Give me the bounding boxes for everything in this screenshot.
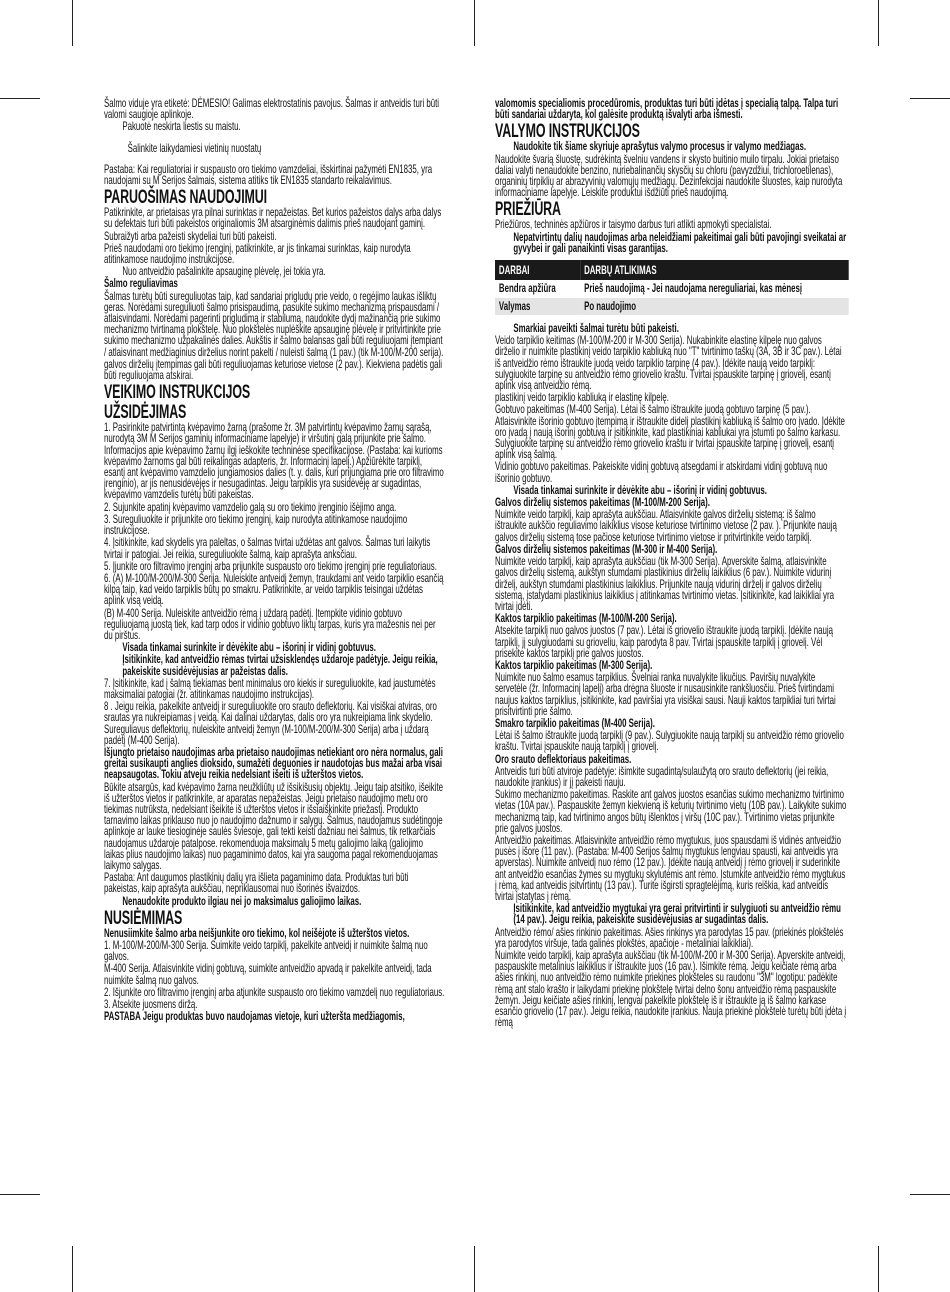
paragraph: Antveidis turi būti atviroje padėtyje: išimkite sugadintą/sulaužytą oro srauto deflektorių (jei reikia, naudokite įrankius) ir jį pakeisti nauju. — [495, 763, 829, 789]
paragraph: Priežiūros, techninės apžiūros ir taisymo darbus turi atlikti apmokyti specialistai. — [495, 217, 772, 232]
paragraph: Antveidžio pakeitimas. Atlaisvinkite antveidžio rėmo mygtukus, juos spausdami iš vidinės antveidžio pusės į išorę (11 pav.). (Pastaba: M-400 Serijos šalmų mygtukus lengviau spausti, kai antveidis yra apverstas). Nuimkite antveidį nuo rėmo (12 pav.). Įdėkite naują antveidį į rėmo griovelį ir suderinkite ant antveidžio esančias žymes su mygtukų skylutėmis ant rėmo. Įstumkite antveidžio rėmo mygtukus į rėmą, kad antveidis įsitvirtintų (13 pav.). Turite išgirsti spragtelėjimą, kuris reiškia, kad antveidis tvirtai įstatytas į rėmą. — [495, 832, 846, 903]
left-column — [104, 98, 445, 1023]
table-cell: Po naudojimo — [580, 298, 849, 316]
right-column — [495, 98, 849, 1029]
table-header-row — [495, 260, 849, 280]
paragraph: Lėtai iš šalmo ištraukite juodą tarpiklį (9 pav.). Sulygiuokite naują tarpiklį su antveidžio rėmo griovelio kraštu. Tvirtai įspauskite naują tarpiklį į griovelį. — [495, 728, 844, 754]
paragraph: Galvos dirželių sistemos pakeitimas (M-300 ir M-400 Serija). — [495, 541, 718, 556]
paragraph: Smakro tarpiklio pakeitimas (M-400 Serija). — [495, 715, 655, 730]
paragraph: 4. Įsitikinkite, kad skydelis yra paleltas, o šalmas tvirtai uždėtas ant galvos. Šalmas turi laikytis tvirtai ir patogiai. Jei reikia, sureguliuokite šalmą, kaip aprašyta anksčiau. — [104, 535, 431, 561]
paragraph: PASTABA Jeigu produktas buvo naudojamas vietoje, kuri užteršta medžiagomis, — [104, 1009, 405, 1024]
paragraph: Patikrinkite, ar prietaisas yra pilnai surinktas ir nepažeistas. Bet kurios pažeistos dalys arba dalys su defektais turi būti pakeistos originaliomis 3M atsarginėmis dalimis prieš naudojant gaminį. — [104, 205, 442, 231]
paragraph: Kaktos tarpiklio pakeitimas (M-100/M-200 Serija). — [495, 611, 677, 626]
paragraph: Nuimkite veido tarpiklį, kaip aprašyta aukščiau. Atlaisvinkite galvos dirželių sistemą: iš šalmo ištraukite aukščio reguliavimo laikiklius visose keturiose tvirtinimo vietose (2 pav. ). Prijunkite naują galvos dirželių sistemą tose pačiose keturiose tvirtinimo vietose ir pritvirtinkite veido tarpiklį. — [495, 507, 837, 544]
crop-mark — [72, 0, 73, 46]
table-cell: Valymas — [495, 298, 580, 316]
section-heading: VALYMO INSTRUKCIJOS — [495, 121, 640, 143]
paragraph: 1. M-100/M-200/M-300 Serija. Suimkite veido tarpiklį, pakelkite antveidį ir nuimkite šalmą nuo galvos. — [104, 938, 428, 964]
paragraph: Galvos dirželių sistemos pakeitimas (M-100/M-200 Serija). — [495, 495, 710, 510]
paragraph: 2. Sujunkite apatinį kvėpavimo vamzdelio galą su oro tiekimo įrenginio išėjimo anga. — [104, 499, 397, 514]
paragraph: Prieš naudodami oro tiekimo įrenginį, patikrinkite, ar jis tinkamai surinktas, kaip nurodyta atitinkamose naudojimo instrukcijose. — [104, 240, 411, 267]
paragraph: Visada tinkamai surinkite ir dėvėkite abu – išorinį ir vidinį gobtuvus. — [513, 482, 767, 497]
paragraph: 6. (A) M-100/M-200/M-300 Serija. Nuleiskite antveidį žemyn, traukdami ant veido tarpiklio esančią kilpą taip, kad veido tarpiklis būtų po smakru. Patikrinkite, ar veido tarpiklis teisingai uždėtas aplink visą veidą. — [104, 570, 444, 608]
table-row — [495, 280, 849, 298]
paragraph: Nuo antveidžio pašalinkite apsauginę plėvelę, jei tokia yra. — [122, 264, 326, 279]
crop-mark — [878, 1246, 879, 1292]
paragraph: Nuimkite veido tarpiklį, kaip aprašyta aukščiau (tik M-300 Serija). Apverskite šalmą, atlaisvinkite galvos dirželių sistemą, aukštyn stumdami plastikinius dirželių laikiklius (6 pav.). Nuimkite vidurinį dirželį, aukštyn stumdami plastikinius laikiklius. Prijunkite naują vidurinį dirželį ir galvos dirželių sistemą, įstatydami plastikinius laikiklius į atitinkamas tvirtinimo vietas. Įsitikinkite, kad laikikliai yra tvirtai įdėti. — [495, 554, 834, 613]
paragraph: Subraižyti arba pažeisti skydeliai turi būti pakeisti. — [104, 228, 277, 243]
paragraph: Gobtuvo pakeitimas (M-400 Serija). Lėtai iš šalmo ištraukite juodą gobtuvo tarpinę (5 pav.). Atlaisvinkite išorinio gobtuvo įtempimą ir ištraukite didelį plastikinį kabliuką iš šalmo oro įvado. Įdėkite oro įvadą į naują išorinį gobtuvą ir įsitikinkite, kad plastikiniai kabliukai yra įstumti po šalmo karkasu. Sulygiuokite tarpinę su antveidžio rėmo griovelio kraštu ir tvirtai įspauskite tarpinę į griovelį, esantį aplink visą šalmą. — [495, 402, 845, 462]
paragraph: Šalmas turėtų būti sureguliuotas taip, kad sandariai prigludų prie veido, o regėjimo laukas išliktų geras. Norėdami sureguliuoti šalmo prisispaudimą, pasukite sukimo mechanizmą prispausdami / atlaisvindami. Norėdami pagerinti prigludimą ir stabilumą, naudokite dydį mažinančią prie sukimo mechanizmo tvirtinamą plokštelę. Nuo plokštelės nuplėškite apsauginę plėvelę ir pritvirtinkite prie sukimo mechanizmo užpakalinės dalies. Aukštis ir šalmo balansas gali būti reguliuojami įtempiant / atlaisvinant medžiaginius dirželius norint pakelti / nuleisti šalmą (1 pav.) (tik M-100/M-200 serija). — [104, 288, 444, 359]
paragraph: Naudokite švarią šluostę, sudrėkintą švelniu vandens ir skysto buitinio muilo tirpalu. Jokiai prietaiso daliai valyti nenaudokite benzino, nuriebalinančių skysčių su chloru (pavyzdžiui, trichloroetilenas), organinių tirpiklių ar abrazyvinių valomųjų medžiagų. Dezinfekcijai naudokite šluostes, kaip nurodyta informaciniame lapelyje. Leiskite produktui išdžiūti prieš naudojimą. — [495, 151, 843, 200]
section-heading: PRIEŽIŪRA — [495, 199, 561, 221]
paragraph: Kaktos tarpiklio pakeitimas (M-300 Serija). — [495, 657, 653, 672]
right-top-section — [495, 98, 849, 254]
paragraph: Vidinio gobtuvo pakeitimas. Pakeiskite vidinį gobtuvą atsegdami ir atskirdami vidinį gobtuvą nuo išorinio gobtuvo. — [495, 459, 828, 485]
table-row — [495, 298, 849, 316]
paragraph: Pastaba: Kai reguliatoriai ir suspausto oro tiekimo vamzdeliai, išskirtinai pažymėti EN1835, yra naudojami su M Serijos šalmais, sistema atitiks tik EN1835 standarto reikalavimus. — [104, 161, 433, 188]
crop-mark — [474, 1246, 475, 1292]
crop-mark — [0, 1194, 40, 1195]
paragraph: 7. Įsitikinkite, kad į šalmą tiekiamas bent minimalus oro kiekis ir sureguliuokite, kad jaustumėtės maksimaliai patogiai (žr. atitinkamas naudojimo instrukcijas). — [104, 675, 436, 701]
paragraph: 3. Atsekite juosmens diržą. — [104, 997, 198, 1012]
paragraph: Būkite atsargūs, kad kvėpavimo žarna neužkliūtų už išsikišusių objektų. Jeigu taip atsitiko, išeikite iš užterštos vietos ir patikrinkite, ar aparatas nepažeistas. Jeigu prietaiso naudojimo metu oro tiekimas nutrūksta, nedelsiant išeikite iš užterštos vietos ir išsiaiškinkite priežastį. Produkto tarnavimo laikas priklauso nuo jo naudojimo dažnumo ir salygų. Šalmus, naudojamus sudėtingoje aplinkoje ar lauke tiesioginėje saulės šviesoje, gali tekti keisti dažniau nei šalmus, tik retkarčiais naudojamus uždaroje patalpose. rekomenduoja maksimalų 5 metų galiojimo laiką (galiojimo laikas plius naudojimo laikas) nuo pagaminimo datos, kai yra saugoma pagal rekomenduojamas laikymo salygas. — [104, 779, 444, 872]
paragraph: Šalmo reguliavimas — [104, 276, 178, 291]
section-heading: PARUOŠIMAS NAUDOJIMUI — [104, 187, 267, 209]
paragraph: M-400 Serija. Atlaisvinkite vidinį gobtuvą, suimkite antveidžio apvadą ir pakelkite antveidį, tada nuimkite šalmą nuo galvos. — [104, 961, 432, 987]
table-cell: Bendra apžiūra — [495, 280, 580, 298]
maintenance-table — [495, 260, 849, 315]
paragraph: Šalinkite laikydamiesi vietinių nuostatų — [127, 140, 262, 155]
paragraph: Smarkiai paveikti šalmai turėtu būti pakeisti. — [513, 321, 679, 336]
crop-mark — [72, 1246, 73, 1292]
section-heading: UŽSIDĖJIMAS — [104, 402, 187, 424]
paragraph: Pastaba: Ant daugumos plastikinių dalių yra išlieta pagaminimo data. Produktas turi būti pakeistas, kaip aprašyta aukščiau, nepriklausomai nuo išorinės išvaizdos. — [104, 870, 409, 896]
paragraph: Nenusiimkite šalmo arba neišjunkite oro tiekimo, kol neišėjote iš užterštos vietos. — [104, 925, 410, 940]
paragraph: Atsekite tarpiklį nuo galvos juostos (7 pav.). Lėtai iš griovelio ištraukite juodą tarpiklį. Įdėkite naują tarpiklį, jį sulygiuodami su grioveliu, kaip parodyta 8 pav. Tvirtai įspauskite tarpiklį į griovelį. Vėl prisekite kaktos tarpiklį prie galvos juostos. — [495, 623, 834, 660]
paragraph: Nepatvirtintų dalių naudojimas arba neleidžiami pakeitimai gali būti pavojingi sveikatai ar gyvybei ir gali panaikinti visas garantijas. — [513, 229, 847, 255]
table-header-cell: DARBAI — [495, 260, 580, 280]
paragraph: Pakuotė neskirta liestis su maistu. — [122, 119, 241, 134]
paragraph: 3. Sureguliuokite ir prijunkite oro tiekimo įrenginį, kaip nurodyta atitinkamose naudojimo instrukcijose. — [104, 511, 408, 538]
paragraph: Nenaudokite produkto ilgiau nei jo maksimalus galiojimo laikas. — [122, 893, 362, 908]
paragraph: Visada tinkamai surinkite ir dėvėkite abu – išorinį ir vidinį gobtuvus. — [122, 640, 376, 655]
paragraph: Naudokite tik šiame skyriuje aprašytus valymo procesus ir valymo medžiagas. — [513, 139, 807, 154]
paragraph: 1. Pasirinkite patvirtintą kvėpavimo žarną (prašome žr. 3M patvirtintų kvėpavimo žarnų sąrašą, nurodytą 3M M Serijos gaminių informaciniame lapelyje) ir viršutinį galą prijunkite prie šalmo. Informacijos apie kvėpavimo žarnų ilgį ieškokite techninėse specifikacijose. (Pastaba: kai kurioms kvėpavimo žarnoms gal būti reikalingas adapteris, žr. Informacinį lapelį.) Apžiūrėkite tarpiklį, esantį ant kvėpavimo vamzdelio jungiamosios dalies (t. y. dalis, kuri prijungiama prie oro filtravimo įrenginio), ar jis nenusidėvėjęs ir nesugadintas. Jeigu tarpiklis yra susidėvėję ar sugadintas, kvėpavimo vamzdelis turėtų būti pakeistas. — [104, 420, 444, 502]
paragraph: galvos dirželių įtempimas gali būti reguliuojamas keturiose vietose (2 pav.). Kiekviena padėtis gali būti reguliuojama atskirai. — [104, 356, 443, 383]
right-bottom-section — [495, 323, 849, 1028]
crop-mark — [878, 0, 879, 46]
paragraph: 8 . Jeigu reikia, pakelkite antveidį ir sureguliuokite oro srauto deflektorių. Kai visiškai atviras, oro srautas yra nukreipiamas į veidą. Kai dalinai uždarytas, dalis oro yra nukreipiama link skydelio. Sureguliavus deflektorių, nuleiskite antveidį žemyn (M-100/M-200/M-300 Serija) arba į uždarą padėtį (M-400 Serija). — [104, 699, 437, 747]
paragraph: Šalmo viduje yra etiketė: DĖMESIO! Galimas elektrostatinis pavojus. Šalmas ir antveidis turi būti valomi saugioje aplinkoje. — [104, 96, 440, 122]
table-cell: Prieš naudojimą - Jei naudojama nereguliariai, kas mėnesį — [580, 280, 849, 298]
paragraph: (B) M-400 Serija. Nuleiskite antveidžio rėmą į uždarą padėtį. Įtempkite vidinio gobtuvo reguliuojamą juostą tiek, kad tarp odos ir vidinio gobtuvo liktų tarpas, kuris yra mažesnis nei per du pirštus. — [104, 605, 436, 642]
paragraph: Oro srauto deflektoriaus pakeitimas. — [495, 751, 632, 766]
paragraph: Nuimkite veido tarpiklį, kaip aprašyta aukščiau (tik M-100/M-200 ir M-300 Serija). Apverskite antveidį, paspauskite metalinius laikiklius ir ištraukite juos (16 pav.). Išimkite rėmą. Jeigu keičiate rėmą arba ašies rinkinį, nuo antveidžio rėmo nuimkite priekines plokšteles su raudonu "3M" logotipu: padėkite rėmą ant stalo krašto ir laikydami priekinę plokštelę tvirtai delno šonu antveidžio rėmą paspauskite žemyn. Jeigu keičiate ašies rinkinį, lengvai pakelkite plokštelę iš ir ištraukite ją iš šalmo karkase esančio griovelio (17 pav.). Jeigu reikia, naudokite įrankius. Nauja priekinė plokštelė turėtų būti įdėta į rėmą — [495, 948, 847, 1030]
paragraph: 2. Išjunkite oro filtravimo įrenginį arba atjunkite suspausto oro tiekimo vamzdelį nuo reguliatoriaus. — [104, 984, 445, 999]
crop-mark — [910, 98, 950, 99]
paragraph: Veido tarpiklio keitimas (M-100/M-200 ir M-300 Serija). Nukabinkite elastinę kilpelę nuo galvos dirželio ir nuimkite plastikinį veido tarpiklio kabliuką nuo "T" tvirtinimo taškų (3A, 3B ir 3C pav.). Lėtai iš antveidžio rėmo ištraukite juodą veido tarpiklio tarpinę (4 pav.). Įdėkite naują veido tarpiklį: sulygiuokite tarpinę su antveidžio rėmo griovelio kraštu. Tvirtai įspauskite tarpinę į griovelį, esantį aplink visą antveidžio rėmą. — [495, 333, 842, 393]
paragraph: Nuimkite nuo šalmo esamus tarpiklius. Švelniai ranka nuvalykite likučius. Paviršių nuvalykite servetėle (žr. Informacinį lapelį) arba drėgna šluoste ir nusausinkite rankšluosčiu. Prieš tvirtindami naujus kaktos tarpiklius, įsitikinkite, kad paviršiai yra visiškai sausi. Nauji kaktos tarpikliai turi tvirtai prisitvirtinti prie šalmo. — [495, 670, 836, 718]
paragraph: valomomis specialiomis procedūromis, produktas turi būti įdėtas į specialią talpą. Talpa turi būti sandariai uždaryta, kol galėsite produktą išvalyti arba išmesti. — [495, 96, 839, 122]
table-header-cell: DARBŲ ATLIKIMAS — [580, 260, 849, 280]
section-heading: VEIKIMO INSTRUKCIJOS — [104, 382, 251, 404]
paragraph: Įsitikinkite, kad antveidžio mygtukai yra gerai pritvirtinti ir sulygiuoti su antveidžio rėmu (14 pav.). Jeigu reikia, pakeiskite susidėvėjusias ar sugadintas dalis. — [513, 901, 841, 927]
crop-mark — [474, 0, 475, 46]
crop-mark — [0, 98, 40, 99]
paragraph: Antveidžio rėmo/ ašies rinkinio pakeitimas. Ašies rinkinys yra parodytas 15 pav. (priekinės plokštelės yra parodytos viršuje, tada galinės plokštės, apačioje - metaliniai laikikliai). — [495, 924, 844, 950]
paragraph: plastikinį veido tarpiklio kabliuką ir elastinę kilpelę. — [495, 390, 669, 405]
paragraph: 5. Įjunkite oro filtravimo įrenginį arba prijunkite suspausto oro tiekimo įrenginį prie reguliatoriaus. — [104, 558, 437, 573]
paragraph: Įsitikinkite, kad antveidžio rėmas tvirtai užsisklendęs uždaroje padėtyje. Jeigu reikia, pakeiskite susidėvėjusias ar pažeistas dalis. — [122, 652, 438, 678]
paragraph: Išjungto prietaiso naudojimas arba prietaiso naudojimas netiekiant oro nėra normalus, gali greitai susikaupti anglies dioksido, sumažėti deguonies ir naudotojas bus mažai arba visai neapsaugotas. Tokiu atveju reikia nedelsiant išeiti iš užterštos vietos. — [104, 744, 443, 782]
crop-mark — [910, 1194, 950, 1195]
paragraph: Sukimo mechanizmo pakeitimas. Raskite ant galvos juostos esančias sukimo mechanizmo tvirtinimo vietas (10A pav.). Paspauskite žemyn kiekvieną iš keturių tvirtinimo vietų (10B pav.). Laikykite sukimo mechanizmą taip, kad tvirtinimo angos būtų išlenktos į viršų (10C pav.). Tvirtinimo vietas prijunkite prie galvos juostos. — [495, 787, 847, 835]
section-heading: NUSIĖMIMAS — [104, 907, 183, 929]
